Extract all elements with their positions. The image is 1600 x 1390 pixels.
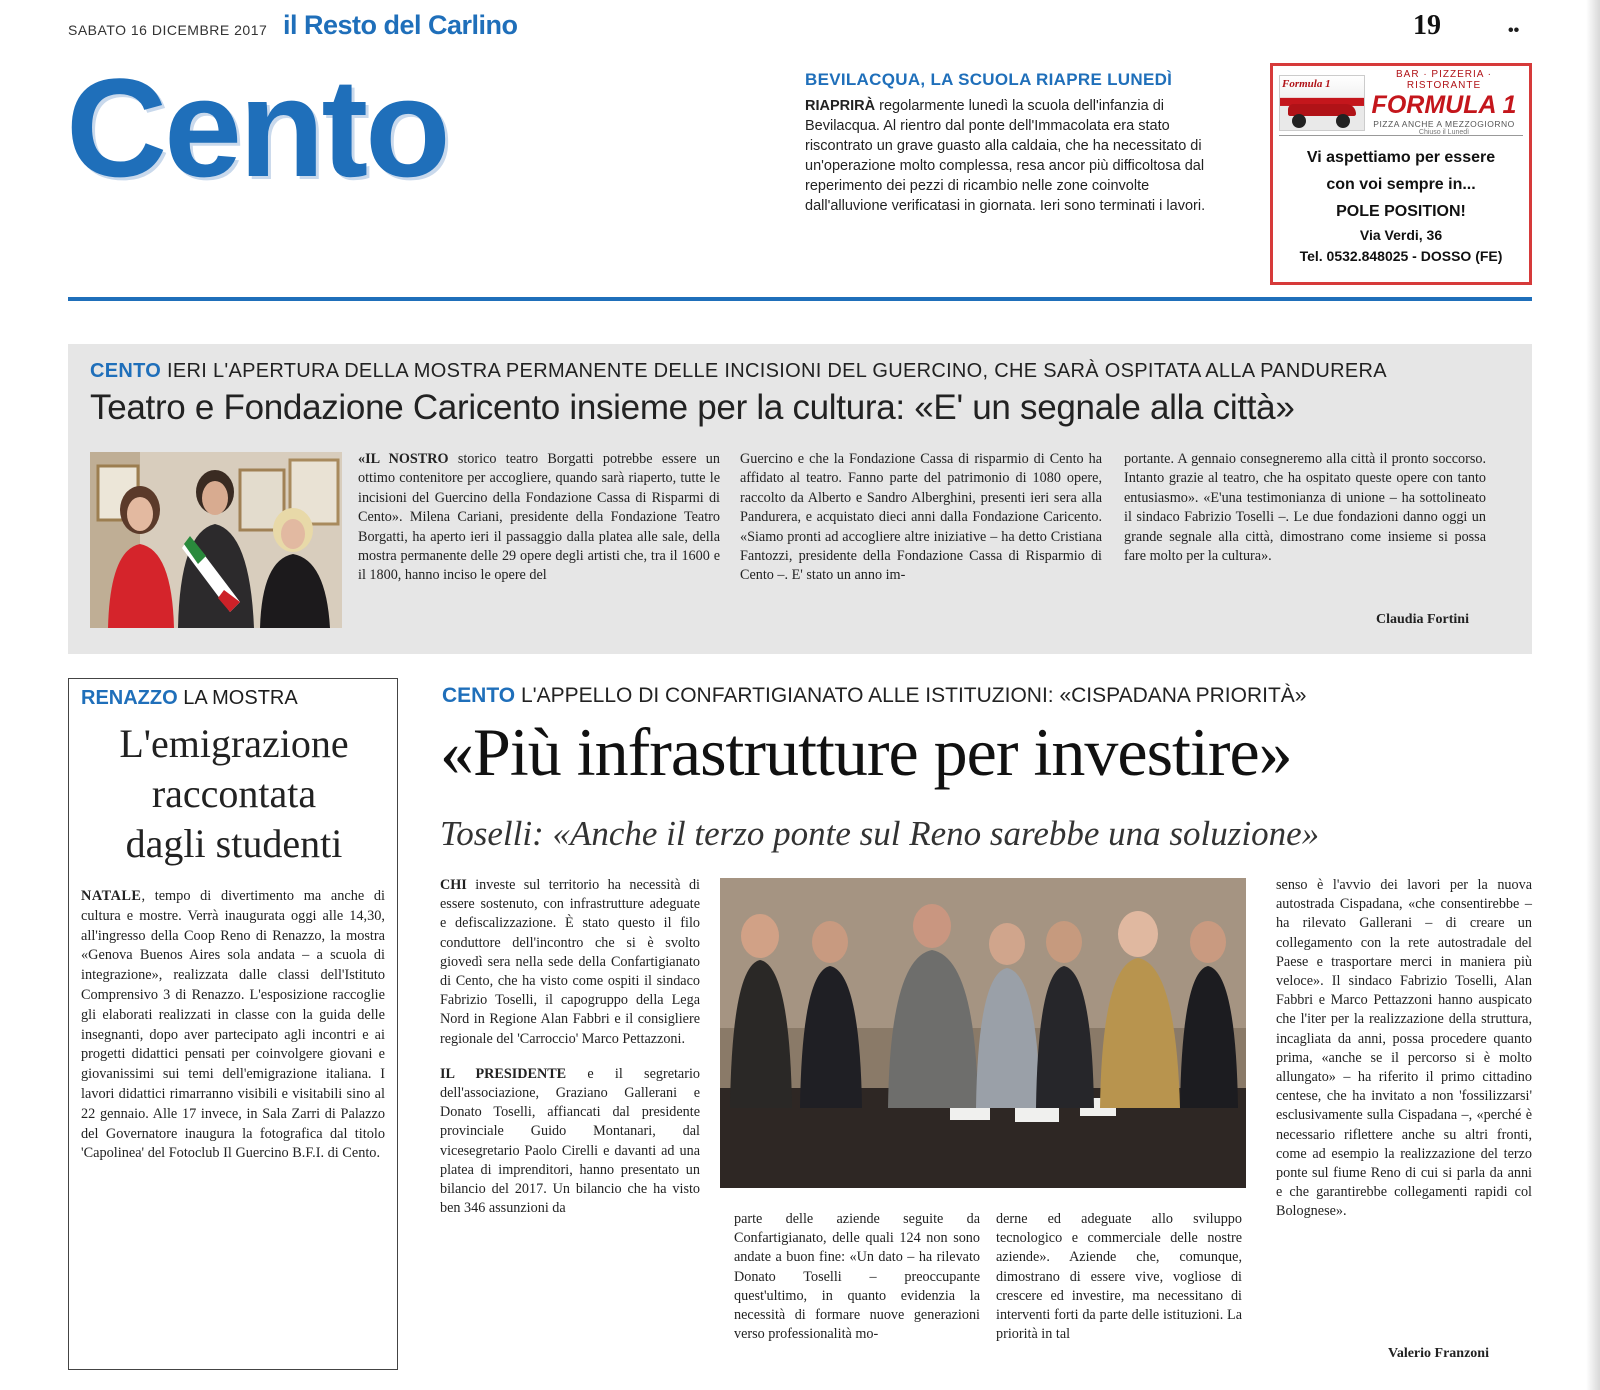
main-column-1b-text: e il segretario dell'associazione, Graziano Gallerani e Donato Toselli, affiancati dal presidente provinciale Guido Montanari, dal vicesegretario Paolo Cirelli e davanti ad una platea di imprenditori, hanno presentato un bilancio del 2017. Un bilancio che ha visto ben 346 assunzioni da — [440, 1065, 700, 1217]
ad-logo-text: Formula 1 — [1282, 77, 1331, 90]
sidebar-kicker-text: LA MOSTRA — [177, 687, 298, 709]
ad-phone: Tel. 0532.848025 - DOSSO (FE) — [1299, 248, 1503, 264]
ad-tagline: PIZZA ANCHE A MEZZOGIORNO — [1373, 119, 1515, 129]
sidebar-headline — [69, 719, 399, 869]
feature-column-1 — [358, 450, 720, 586]
feature-byline: Claudia Fortini — [1376, 612, 1469, 627]
main-lead-1: CHI — [440, 877, 467, 893]
feature-column-2: Guercino e che la Fondazione Cassa di risparmio di Cento ha affidato al teatro. Fanno parte del patrimonio di 1080 opere, raccolto da Alberto e Sandro Alberghini, presenti ieri sera alla Pandurera, e acquistato dieci anni dalla Fondazione Caricento. «Siamo pronti ad accogliere altre iniziative – ha detto Cristiana Fantozzi, presidente della Fondazione Cassa di Risparmio di Cento –. E' stato un anno im- — [740, 451, 1102, 584]
page-number: 19 — [1413, 10, 1441, 41]
feature-kicker — [90, 360, 1387, 383]
ad-message — [1279, 144, 1523, 225]
ad-message-line-3: POLE POSITION! — [1336, 203, 1466, 220]
main-kicker-location: CENTO — [442, 684, 516, 707]
masthead-paper-name: il Resto del Carlino — [283, 10, 518, 40]
main-photo-image — [720, 878, 1246, 1188]
main-column-1a-text: investe sul territorio ha necessità di essere sostenuto, con infrastrutture adeguate e defiscalizzazione. È stato questo il filo conduttore dell'incontro che si è svolto giovedì sera nella sede della Confartigianato di Cento, che ha visto come ospiti il sindaco Fabrizio Toselli, il capogruppo della Lega Nord in Regione Alan Fabbri e il consigliere regionale del 'Carroccio' Marco Pettazzoni. — [440, 877, 700, 1047]
brief-title: BEVILACQUA, LA SCUOLA RIAPRE LUNEDÌ — [805, 70, 1173, 89]
section-divider — [68, 297, 1532, 301]
brief-lead: RIAPRIRÀ — [805, 98, 876, 114]
feature-lead: «IL NOSTRO — [358, 451, 449, 467]
feature-headline: Teatro e Fondazione Caricento insieme per la cultura: «E' un segnale alla città» — [90, 388, 1295, 427]
ad-closing-day: Chiuso il Lunedì — [1418, 129, 1470, 136]
brief-article — [805, 70, 1235, 216]
brief-text: regolarmente lunedì la scuola dell'infanzia di Bevilacqua. Al rientro dal ponte dell'Immacolata era stato riscontrato un grave guasto alla caldaia, che ha necessitato di un'operazione molto complessa, resa ancor più difficoltosa dal reperimento dei pezzi di ricambio nelle zone coinvolte dall'alluvione verificatasi in giornata. Ieri sono terminati i lavori. — [805, 98, 1206, 214]
section-title: Cento — [66, 49, 448, 206]
feature-kicker-text: IERI L'APERTURA DELLA MOSTRA PERMANENTE DELLE INCISIONI DEL GUERCINO, CHE SARÀ OSPITATA ALLA PANDURERA — [161, 360, 1387, 382]
main-headline: «Più infrastrutture per investire» — [440, 714, 1292, 790]
brief-body — [805, 96, 1235, 216]
sidebar-kicker-location: RENAZZO — [81, 687, 178, 709]
main-column-4: senso è l'avvio dei lavori per la nuova autostrada Cispadana, «che consentirebbe – ha rilevato Gallerani – di creare un collegamento con la rete autostradale del Paese e trasportare merci in maniera più veloce». Il sindaco Fabrizio Toselli, Alan Fabbri e Marco Pettazzoni hanno auspicato che l'iter per la realizzazione della struttura, incagliata da anni, possa procedere quanto prima, «anche se il percorso si è molto allungato» – ha riferito il primo cittadino centese, che ha invitato a non 'fossilizzarsi' esclusivamente sulla Cispadana –, «perché è necessario riflettere anche su altri fronti, come ad esempio la realizzazione del terzo ponte sul fiume Reno di cui si parla da anni e che garantirebbe collegamenti rapidi col Bolognese». — [1276, 877, 1532, 1220]
feature-column-1-text: storico teatro Borgatti potrebbe essere un ottimo contenitore per accogliere, quando sarà riaperto, tutte le incisioni del Guercino della Fondazione Cassa di Risparmi di Cento». Milena Cariani, presidente della Fondazione Teatro Borgatti, ha aperto ieri il passaggio dalla platea alle sale, della mostra permanente delle 29 opere degli artisti che, tra il 1600 e il 1800, hanno inciso le opere del — [358, 451, 720, 584]
feature-photo-image — [90, 452, 342, 628]
feature-column-3: portante. A gennaio consegneremo alla città il pronto soccorso. Intanto grazie al teatro, che ha ospitato queste opere con tanto entusiasmo». «E'una testimonianza di unione – ha sottolineato il sindaco Fabrizio Toselli –. Le due fondazioni danno oggi un grande segnale alla città, dimostrano come insieme si possa fare molto per la cultura». — [1124, 451, 1486, 565]
sidebar-lead: NATALE — [81, 888, 142, 904]
page-edge-shadow — [1586, 0, 1600, 1390]
sidebar-kicker — [81, 687, 298, 710]
main-column-1b — [440, 1065, 700, 1219]
main-column-1 — [440, 876, 700, 1218]
sidebar-headline-line-1: L'emigrazione — [119, 721, 349, 766]
main-photo — [720, 878, 1246, 1188]
main-byline: Valerio Franzoni — [1388, 1346, 1489, 1361]
feature-article — [68, 344, 1532, 654]
main-lead-2: IL PRESIDENTE — [440, 1065, 567, 1082]
sidebar-headline-line-3: dagli studenti — [125, 821, 343, 866]
sidebar-article — [68, 678, 398, 1370]
ad-contact — [1279, 225, 1523, 267]
masthead-date: SABATO 16 DICEMBRE 2017 — [68, 22, 268, 38]
ad-category: BAR · PIZZERIA · RISTORANTE — [1395, 69, 1492, 91]
ad-address: Via Verdi, 36 — [1359, 227, 1443, 243]
feature-photo — [90, 452, 342, 628]
sidebar-body — [81, 887, 385, 1164]
feature-kicker-location: CENTO — [90, 360, 162, 382]
main-kicker — [442, 684, 1306, 708]
wheel-icon — [1336, 114, 1350, 128]
masthead — [68, 10, 1528, 44]
ad-header — [1279, 70, 1523, 136]
masthead-dots: •• — [1508, 22, 1520, 39]
main-column-2: parte delle aziende seguite da Confartigianato, delle quali 124 non sono andate a buon fine: «Un dato – ha rilevato Donato Toselli – preoccupante quest'ultimo, in quanto evidenzia la necessità di formare nuove generazioni verso professionalità mo- — [734, 1211, 980, 1343]
ad-message-line-2: con voi sempre in... — [1326, 176, 1476, 193]
ad-brand-name: FORMULA 1 — [1371, 91, 1517, 119]
sidebar-headline-line-2: raccontata — [151, 771, 317, 816]
sidebar-text: , tempo di divertimento ma anche di cultura e mostre. Verrà inaugurata oggi alle 14,30, all'ingresso della Coop Reno di Renazzo, la mostra «Genova Buenos Aires sola andata – a scuola di integrazione», realizzata dalle classi dell'Istituto Comprensivo 3 di Renazzo. L'esposizione raccoglie gli elaborati realizzati in classe con la guida delle insegnanti, dopo aver partecipato agli incontri e ai progetti didattici pensati per coinvolgere giovani e giovanissimi sui temi dell'emigrazione italiana. I lavori didattici rimarranno visibili e visitabili sino al 22 gennaio. Alle 17 invece, in Sala Zarri di Palazzo del Governatore inaugura la fotografica dal titolo 'Capolinea' del Fotoclub Il Guercino B.F.I. di Cento. — [81, 888, 385, 1162]
main-subheadline: Toselli: «Anche il terzo ponte sul Reno sarebbe una soluzione» — [440, 814, 1320, 853]
ad-message-line-1: Vi aspettiamo per essere — [1306, 149, 1496, 166]
main-column-3: derne ed adeguate allo sviluppo tecnologico e commerciale delle nostre aziende». Aziende che, comunque, dimostrano di essere vive, vogliose di crescere ed investire, ma necessitano di interventi forti da parte delle istituzioni. La priorità in tal — [996, 1211, 1242, 1343]
wheel-icon — [1292, 114, 1306, 128]
main-kicker-text: L'APPELLO DI CONFARTIGIANATO ALLE ISTITUZIONI: «CISPADANA PRIORITÀ» — [515, 684, 1307, 707]
ad-race-car-logo — [1279, 75, 1365, 131]
ad-brand — [1365, 69, 1523, 136]
advertisement — [1270, 63, 1532, 285]
